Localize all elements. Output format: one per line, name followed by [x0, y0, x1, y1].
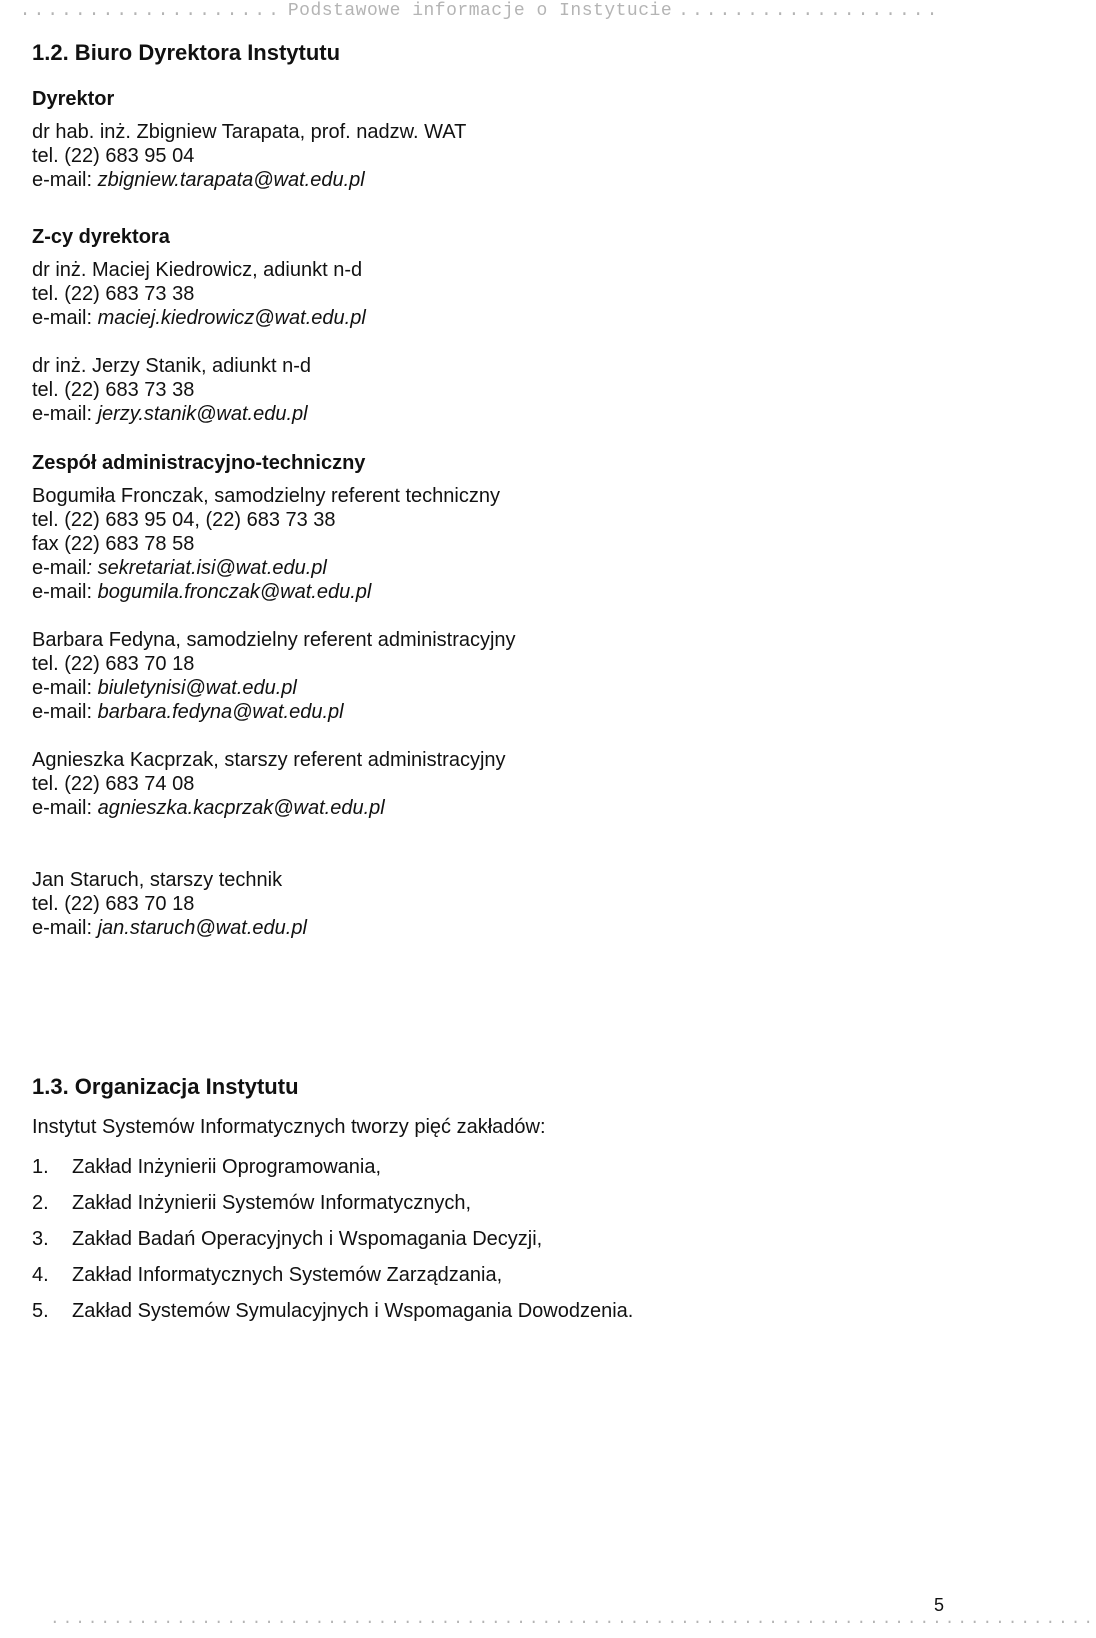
- staff-block: [32, 868, 932, 940]
- list-item-number: 1.: [32, 1156, 49, 1178]
- page-number: 5: [933, 1595, 944, 1615]
- email-label: e-mail:: [32, 307, 98, 329]
- staff-tel: tel. (22) 683 70 18: [32, 893, 195, 915]
- director-heading: Dyrektor: [32, 88, 115, 110]
- director-email-line: [32, 168, 932, 192]
- staff-tel: tel. (22) 683 95 04, (22) 683 73 38: [32, 509, 336, 531]
- list-item-number: 2.: [32, 1192, 49, 1214]
- email-label: e-mail:: [32, 403, 98, 425]
- staff-email-line: [32, 676, 932, 700]
- list-item-text: Zakład Inżynierii Systemów Informatycznych,: [72, 1192, 472, 1214]
- list-item: [32, 1262, 932, 1288]
- deputies-heading: Z-cy dyrektora: [32, 226, 170, 248]
- email-label: e-mail:: [32, 581, 98, 603]
- staff-block: [32, 748, 932, 820]
- header-dots-right: ...................: [678, 1, 941, 21]
- section-title-biuro: 1.2. Biuro Dyrektora Instytutu: [32, 40, 341, 65]
- page-content: [32, 40, 932, 1334]
- list-item-text: Zakład Inżynierii Oprogramowania,: [72, 1156, 382, 1178]
- deputy-email-link[interactable]: jerzy.stanik@wat.edu.pl: [97, 403, 308, 425]
- admin-team-heading: Zespół administracyjno-techniczny: [32, 452, 366, 474]
- director-block: [32, 120, 932, 192]
- footer-dots: ...................................................................................: [50, 1610, 1096, 1628]
- list-item: [32, 1190, 932, 1216]
- email-label: e-mail: [32, 557, 87, 579]
- staff-block: [32, 484, 932, 604]
- deputy-email-line: [32, 402, 932, 426]
- staff-name: Agnieszka Kacprzak, starszy referent administracyjny: [32, 749, 506, 771]
- staff-name: Jan Staruch, starszy technik: [32, 869, 283, 891]
- staff-email-link[interactable]: bogumila.fronczak@wat.edu.pl: [97, 581, 372, 603]
- header-title: Podstawowe informacje o Instytucie: [287, 1, 673, 21]
- staff-email-line: [32, 580, 932, 604]
- deputy-name: dr inż. Jerzy Stanik, adiunkt n-d: [32, 355, 312, 377]
- list-item-text: Zakład Systemów Symulacyjnych i Wspomagania Dowodzenia.: [72, 1300, 634, 1322]
- list-item: [32, 1154, 932, 1180]
- email-label: e-mail:: [32, 677, 98, 699]
- staff-name: Barbara Fedyna, samodzielny referent administracyjny: [32, 629, 516, 651]
- staff-tel: tel. (22) 683 70 18: [32, 653, 195, 675]
- staff-email-line: [32, 916, 932, 940]
- staff-fax: fax (22) 683 78 58: [32, 533, 195, 555]
- staff-tel: tel. (22) 683 74 08: [32, 773, 195, 795]
- header-dots-left: ...................: [19, 1, 282, 21]
- staff-email-line: [32, 556, 932, 580]
- email-label: e-mail:: [32, 917, 98, 939]
- staff-email-line: [32, 700, 932, 724]
- staff-email-link[interactable]: jan.staruch@wat.edu.pl: [97, 917, 307, 939]
- deputy-name: dr inż. Maciej Kiedrowicz, adiunkt n-d: [32, 259, 363, 281]
- email-label: e-mail:: [32, 169, 98, 191]
- email-label: e-mail:: [32, 797, 98, 819]
- department-list: [32, 1154, 932, 1324]
- staff-email-line: [32, 796, 932, 820]
- list-item-text: Zakład Badań Operacyjnych i Wspomagania Decyzji,: [72, 1228, 543, 1250]
- list-item: [32, 1298, 932, 1324]
- staff-email-link[interactable]: agnieszka.kacprzak@wat.edu.pl: [97, 797, 385, 819]
- staff-block: [32, 628, 932, 724]
- list-item-number: 3.: [32, 1228, 49, 1250]
- list-item: [32, 1226, 932, 1252]
- deputy-block: [32, 354, 932, 426]
- list-item-number: 5.: [32, 1300, 49, 1322]
- deputy-block: [32, 258, 932, 330]
- running-header: [0, 0, 960, 22]
- deputy-tel: tel. (22) 683 73 38: [32, 379, 195, 401]
- deputy-tel: tel. (22) 683 73 38: [32, 283, 195, 305]
- director-tel: tel. (22) 683 95 04: [32, 145, 195, 167]
- section-title-organizacja: 1.3. Organizacja Instytutu: [32, 1074, 299, 1099]
- deputy-email-line: [32, 306, 932, 330]
- email-separator: :: [86, 557, 98, 579]
- staff-name: Bogumiła Fronczak, samodzielny referent techniczny: [32, 485, 500, 507]
- staff-email-link[interactable]: biuletynisi@wat.edu.pl: [97, 677, 297, 699]
- list-item-number: 4.: [32, 1264, 49, 1286]
- email-label: e-mail:: [32, 701, 98, 723]
- list-item-text: Zakład Informatycznych Systemów Zarządzania,: [72, 1264, 503, 1286]
- deputy-email-link[interactable]: maciej.kiedrowicz@wat.edu.pl: [97, 307, 366, 329]
- organization-intro: Instytut Systemów Informatycznych tworzy pięć zakładów:: [32, 1116, 546, 1138]
- director-email-link[interactable]: zbigniew.tarapata@wat.edu.pl: [97, 169, 365, 191]
- running-footer: [0, 1602, 1096, 1628]
- director-name: dr hab. inż. Zbigniew Tarapata, prof. nadzw. WAT: [32, 121, 467, 143]
- staff-email-link[interactable]: barbara.fedyna@wat.edu.pl: [97, 701, 344, 723]
- staff-email-link[interactable]: sekretariat.isi@wat.edu.pl: [97, 557, 327, 579]
